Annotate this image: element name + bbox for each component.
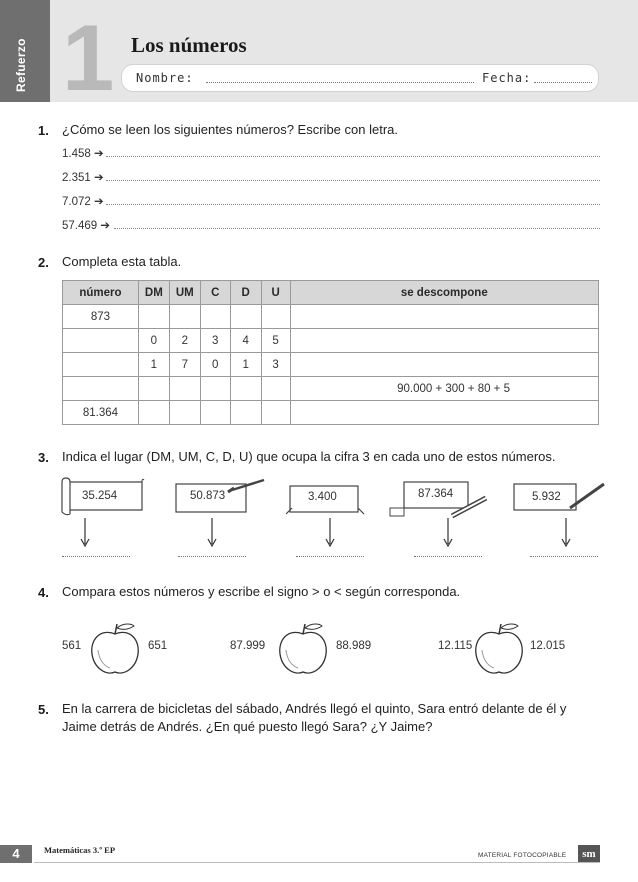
table-cell[interactable] [200,305,230,329]
table-cell[interactable] [138,401,169,425]
table-cell[interactable] [138,377,169,401]
q4-number: 4. [38,585,49,600]
table-cell[interactable] [230,305,261,329]
date-field[interactable] [534,82,592,83]
name-field[interactable] [206,82,474,83]
column-header: D [230,281,261,305]
q5-line: En la carrera de bicicletas del sábado, Andrés llegó el quinto, Sara entró delante de él y [62,701,567,716]
compare-right: 651 [148,640,168,652]
page-title: Los números [131,33,247,57]
table-cell[interactable] [138,305,169,329]
table-cell[interactable] [200,377,230,401]
table-cell[interactable] [169,305,200,329]
q1-number: 1. [38,123,49,138]
number-sign [284,478,370,522]
number-card-pen [512,478,608,518]
footer-rule [34,862,600,863]
side-tab [0,0,50,102]
table-row [63,377,599,401]
q1-item: 7.072 ➔ [62,196,104,208]
q1-row [62,194,600,210]
column-header: DM [138,281,169,305]
table-cell[interactable]: 2 [169,329,200,353]
answer-line[interactable] [106,180,600,181]
table-cell[interactable] [290,401,598,425]
name-date-bar [121,64,599,92]
table-cell[interactable]: 3 [200,329,230,353]
table-cell[interactable]: 3 [261,353,290,377]
down-arrow-icon [325,518,335,548]
number-value: 5.932 [532,491,561,503]
down-arrow-icon [561,518,571,548]
table-cell[interactable]: 873 [63,305,139,329]
q1-text: ¿Cómo se leen los siguientes números? Escribe con letra. [62,122,398,137]
book-title: Matemáticas 3.º EP [44,845,116,855]
answer-line[interactable] [106,204,600,205]
down-arrow-icon [80,518,90,548]
number-value: 50.873 [190,490,226,502]
table-header-row [63,281,599,305]
table-cell[interactable]: 0 [138,329,169,353]
table-cell[interactable] [63,329,139,353]
table-row [63,353,599,377]
table-cell[interactable] [63,377,139,401]
q1-item: 1.458 ➔ [62,148,104,160]
column-header: U [261,281,290,305]
number-paintbrush [172,478,268,518]
q1-row [62,146,600,162]
side-tab-label: Refuerzo [14,38,28,92]
column-header: UM [169,281,200,305]
answer-line[interactable] [530,556,598,557]
table-cell[interactable]: 0 [200,353,230,377]
apple-icon[interactable] [470,620,528,678]
pencil-illustration [390,478,490,522]
q1-row [62,218,600,234]
compare-left: 87.999 [230,640,266,652]
decomposition-table [62,280,599,425]
unit-number: 1 [62,5,115,110]
photocopy-note: MATERIAL FOTOCOPIABLE [478,852,567,859]
answer-line[interactable] [296,556,364,557]
table-cell[interactable]: 81.364 [63,401,139,425]
q1-item: 57.469 ➔ [62,220,111,232]
table-cell[interactable] [261,377,290,401]
q5-number: 5. [38,702,49,717]
q1-item: 2.351 ➔ [62,172,104,184]
column-header: número [63,281,139,305]
table-cell[interactable] [169,377,200,401]
table-cell[interactable] [200,401,230,425]
table-cell[interactable]: 7 [169,353,200,377]
compare-right: 12.015 [530,640,566,652]
table-row [63,305,599,329]
answer-line[interactable] [178,556,246,557]
table-cell[interactable]: 5 [261,329,290,353]
number-card-pencil [390,478,490,522]
down-arrow-icon [207,518,217,548]
table-row [63,401,599,425]
table-cell[interactable]: 4 [230,329,261,353]
column-header: se descompone [290,281,598,305]
down-arrow-icon [443,518,453,548]
table-cell[interactable] [290,353,598,377]
date-label: Fecha: [482,71,532,85]
q1-row [62,170,600,186]
number-scroll [60,478,146,516]
name-label: Nombre: [136,71,194,85]
compare-left: 12.115 [438,640,473,652]
q3-text: Indica el lugar (DM, UM, C, D, U) que ocupa la cifra 3 en cada uno de estos números. [62,449,556,464]
number-value: 87.364 [418,488,454,500]
table-cell[interactable] [290,305,598,329]
q2-number: 2. [38,255,49,270]
apple-icon[interactable] [86,620,144,678]
compare-left: 561 [62,640,82,652]
compare-right: 88.989 [336,640,372,652]
table-cell[interactable]: 1 [138,353,169,377]
header [0,0,638,110]
q5-line: Jaime detrás de Andrés. ¿En qué puesto llegó Sara? ¿Y Jaime? [62,719,433,734]
table-cell[interactable]: 1 [230,353,261,377]
q2-text: Completa esta tabla. [62,254,182,269]
answer-line[interactable] [414,556,482,557]
number-value: 3.400 [308,491,337,503]
table-cell[interactable] [230,401,261,425]
table-cell[interactable] [261,305,290,329]
table-cell[interactable] [230,377,261,401]
number-value: 35.254 [82,490,118,502]
page-number: 4 [0,845,32,863]
table-cell[interactable] [290,329,598,353]
q4-text: Compara estos números y escribe el signo > o < según corresponda. [62,584,461,599]
table-cell[interactable] [169,401,200,425]
table-cell[interactable] [261,401,290,425]
answer-line[interactable] [62,556,130,557]
table-row [63,329,599,353]
answer-line[interactable] [106,156,600,157]
publisher-logo: sm [578,845,600,863]
apple-icon[interactable] [274,620,332,678]
column-header: C [200,281,230,305]
q5-text [62,700,607,736]
table-cell[interactable] [63,353,139,377]
table-cell[interactable]: 90.000 + 300 + 80 + 5 [290,377,598,401]
answer-line[interactable] [114,228,600,229]
q3-number: 3. [38,450,49,465]
